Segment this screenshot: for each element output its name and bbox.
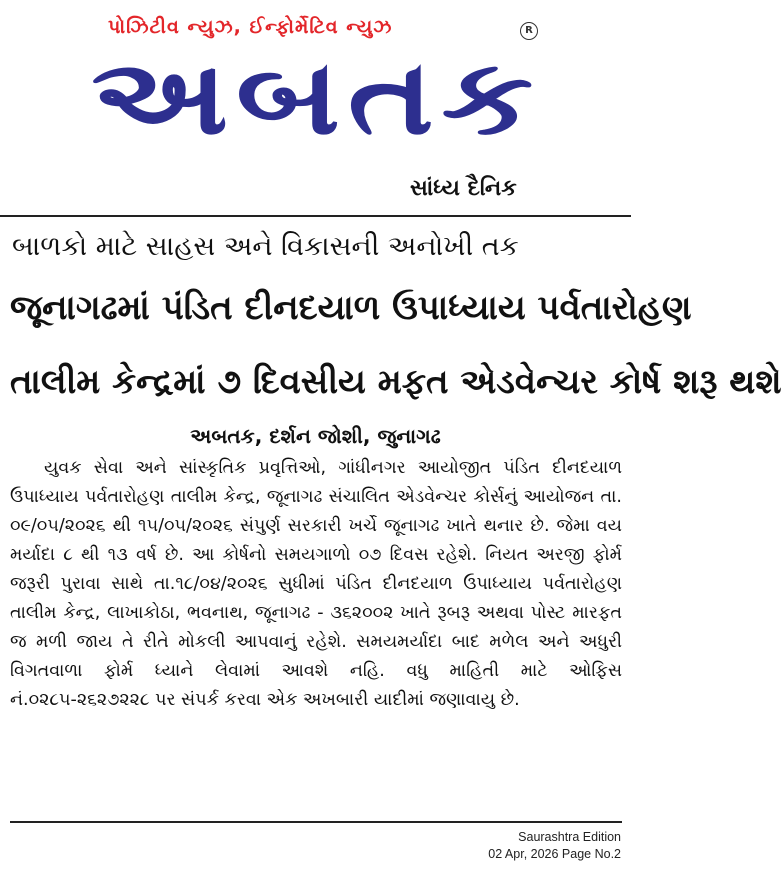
article-byline: અબતક, દર્શન જોશી, જુનાગઢ bbox=[190, 424, 441, 448]
article-headline-line1: જૂનાગઢમાં પંડિત દીનદયાળ ઉપાધ્યાય પર્વતારોહણ bbox=[10, 288, 692, 328]
masthead-tagline: પોઝિટીવ ન્યુઝ, ઈન્ફોર્મેટિવ ન્યુઝ bbox=[108, 16, 393, 38]
edition-info bbox=[488, 829, 621, 863]
masthead bbox=[0, 0, 631, 212]
article-headline-line2: તાલીમ કેન્દ્રમાં ૭ દિવસીય મફત એડવેન્ચર કોર્ષ શરૂ થશે bbox=[10, 362, 782, 402]
masthead-subtitle: સાંધ્ય દૈનિક bbox=[410, 176, 517, 201]
article-kicker: બાળકો માટે સાહસ અને વિકાસની અનોખી તક bbox=[12, 231, 519, 262]
newspaper-logo: અબતક bbox=[91, 36, 541, 158]
top-divider bbox=[0, 215, 631, 217]
registered-mark-icon: R bbox=[520, 22, 538, 40]
edition-name: Saurashtra Edition bbox=[518, 830, 621, 844]
bottom-divider bbox=[10, 821, 622, 823]
article-body: યુવક સેવા અને સાંસ્કૃતિક પ્રવૃત્તિઓ, ગાંધીનગર આયોજીત પંડિત દીનદયાળ ઉપાધ્યાય પર્વતારોહણ તાલીમ કેન્દ્ર, જૂનાગઢ સંચાલિત એડવેન્ચર કોર્સનું આયોજન તા. ૦૯/૦૫/૨૦૨૬ થી ૧૫/૦૫/૨૦૨૬ સંપુર્ણ સરકારી ખર્ચે જૂનાગઢ ખાતે થનાર છે. જેમા વય મર્યાદા ૮ થી ૧૩ વર્ષ છે. આ કોર્ષનો સમયગાળો ૦૭ દિવસ રહેશે. નિયત અરજી ફોર્મ જરૂરી પુરાવા સાથે તા.૧૮/૦૪/૨૦૨૬ સુધીમાં પંડિત દીનદયાળ ઉપાધ્યાય પર્વતારોહણ તાલીમ કેન્દ્ર, લાખાકોઠા, ભવનાથ, જૂનાગઢ - ૩૬૨૦૦૨ ખાતે રૂબરૂ અથવા પોસ્ટ મારફત જ મળી જાય તે રીતે મોકલી આપવાનું રહેશે. સમયમર્યાદા બાદ મળેલ અને અધુરી વિગતવાળા ફોર્મ ધ્યાને લેવામાં આવશે નહિ. વધુ માહિતી માટે ઓફિસ નં.૦૨૮૫-૨૬૨૭૨૨૮ પર સંપર્ક કરવા એક અખબારી યાદીમાં જણાવાયુ છે. bbox=[10, 458, 622, 710]
news-article bbox=[0, 220, 782, 816]
edition-date-page: 02 Apr, 2026 Page No.2 bbox=[488, 847, 621, 861]
